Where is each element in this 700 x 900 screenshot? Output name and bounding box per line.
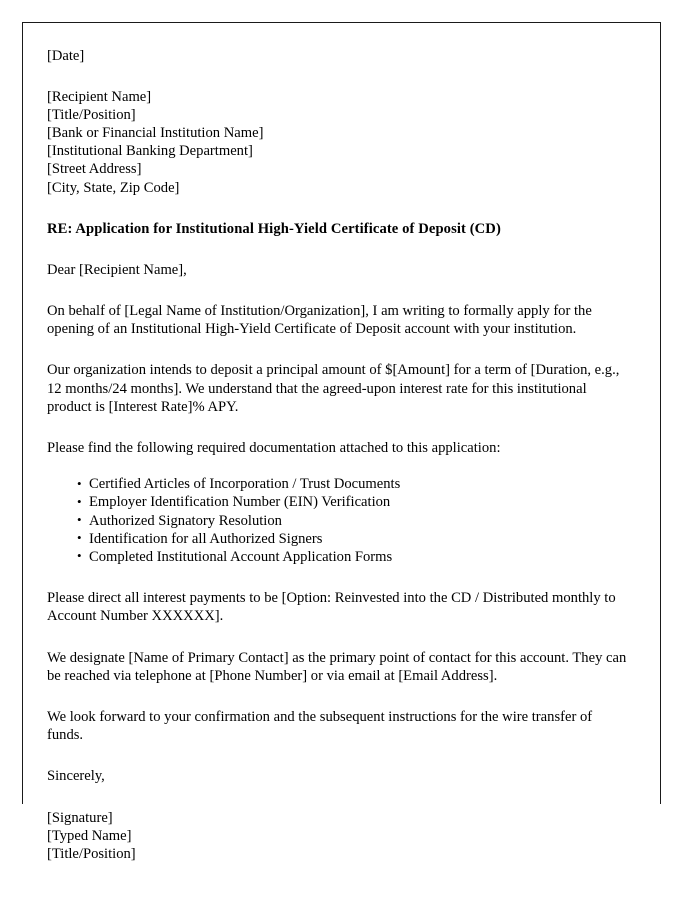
list-item: • Certified Articles of Incorporation / Trust Documents [89,475,627,493]
subject-line: RE: Application for Institutional High-Yield Certificate of Deposit (CD) [47,220,501,237]
address-line-recipient-name: [Recipient Name] [47,89,152,106]
letter-content [47,47,627,863]
paragraph-deposit-terms: Our organization intends to deposit a principal amount of $[Amount] for a term of [Duration, e.g., 12 months/24 months]. We understand that the agreed-upon interest rate for this institutional product is [Interest Rate]% APY. [47,362,620,415]
spacer-before-attachments [47,416,627,439]
address-line-street: [Street Address] [47,161,142,178]
spacer-before-subject [47,197,627,220]
paragraph-intro: On behalf of [Legal Name of Institution/Organization], I am writing to formally apply for the opening of an Institutional High-Yield Certificate of Deposit account with your institution. [47,302,592,338]
documentation-list [47,475,627,566]
paragraph-closing-statement: We look forward to your confirmation and the subsequent instructions for the wire transfer of funds. [47,709,593,744]
spacer-before-closing-statement [47,685,627,708]
spacer-before-signature [47,786,627,809]
list-item: • Employer Identification Number (EIN) Verification [89,493,627,511]
paragraph-attachments-intro: Please find the following required documentation attached to this application: [47,439,501,456]
list-item: • Completed Institutional Account Application Forms [89,548,627,566]
address-line-department: [Institutional Banking Department] [47,143,253,160]
spacer-before-primary-contact [47,626,627,649]
document-page [22,22,661,862]
salutation: Dear [Recipient Name], [47,261,187,278]
spacer-after-date [47,65,627,88]
spacer-before-salutation [47,238,627,261]
date-line: [Date] [47,48,85,64]
signature-placeholder: [Signature] [47,809,113,826]
recipient-address-block [47,88,627,197]
signature-block [47,809,627,863]
list-item: • Authorized Signatory Resolution [89,512,627,530]
spacer-before-intro [47,279,627,302]
address-line-title-position: [Title/Position] [47,107,136,124]
paragraph-primary-contact: We designate [Name of Primary Contact] as the primary point of contact for this account. They can be reached via telephone at [Phone Number] or via email at [Email Address]. [47,649,627,684]
valediction: Sincerely, [47,768,105,785]
spacer-before-list [47,457,627,475]
address-line-institution-name: [Bank or Financial Institution Name] [47,125,264,142]
list-item: • Identification for all Authorized Signers [89,530,627,548]
spacer-before-valediction [47,744,627,767]
address-line-city-state-zip: [City, State, Zip Code] [47,179,180,196]
spacer-before-interest-payments [47,566,627,589]
spacer-before-deposit-terms [47,338,627,361]
signer-title-position: [Title/Position] [47,845,136,862]
typed-name: [Typed Name] [47,827,132,844]
paragraph-interest-payments: Please direct all interest payments to be [Option: Reinvested into the CD / Distributed monthly to Account Number XXXXXX]. [47,590,616,625]
